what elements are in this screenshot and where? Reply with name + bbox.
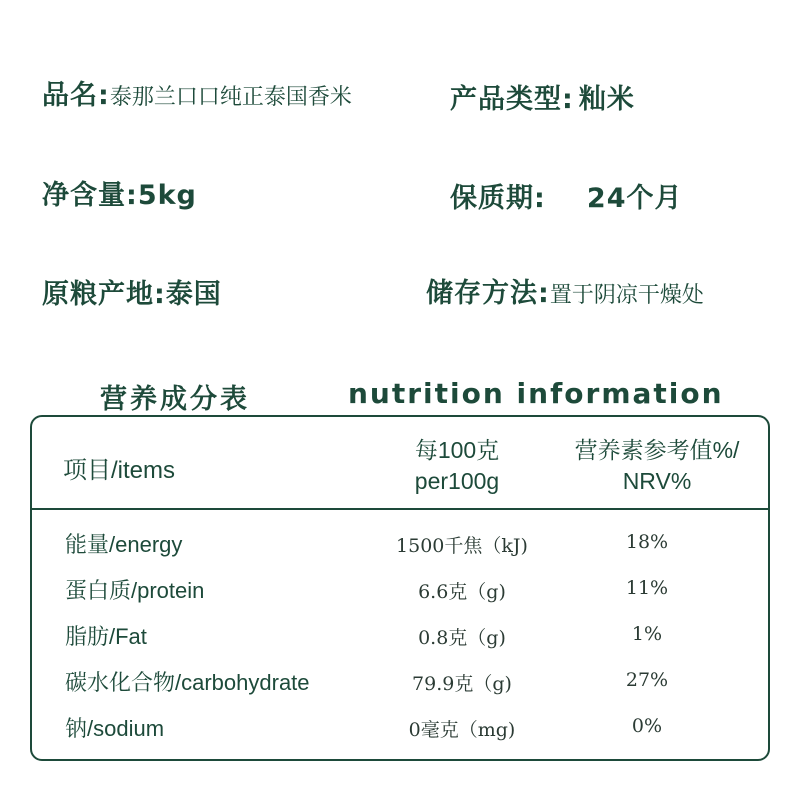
header-item: 项目/items — [63, 457, 176, 484]
origin-field — [42, 281, 222, 308]
shelf-life-value: 24个月 — [586, 183, 683, 214]
net-content-field — [42, 182, 197, 209]
header-amount-cn: 每100克 — [414, 437, 500, 463]
row-amount: 1500千焦（kJ) — [396, 535, 528, 557]
header-divider — [32, 508, 768, 510]
storage-label: 储存方法: — [426, 278, 550, 309]
net-content-label: 净含量: — [42, 180, 138, 211]
nutrition-title-en: nutrition information — [348, 377, 724, 410]
table-row — [32, 666, 768, 696]
row-name: 脂肪/Fat — [65, 624, 147, 649]
header-nrv-cn: 营养素参考值%/ — [574, 437, 740, 463]
table-row — [32, 712, 768, 742]
row-name: 碳水化合物/carbohydrate — [65, 670, 310, 695]
product-name-label: 品名: — [42, 80, 110, 111]
table-row — [32, 574, 768, 604]
header-nrv-en: NRV% — [622, 468, 692, 495]
row-nrv: 0% — [631, 715, 663, 737]
header-amount — [392, 435, 522, 497]
row-amount: 0.8克（g) — [418, 627, 506, 649]
header-nrv — [567, 435, 747, 497]
table-row — [32, 620, 768, 650]
row-nrv: 18% — [625, 531, 669, 553]
shelf-life-field — [450, 185, 682, 212]
origin-label: 原粮产地: — [42, 279, 166, 310]
net-content-value: 5kg — [137, 180, 197, 211]
row-name: 蛋白质/protein — [65, 578, 205, 603]
product-name-value: 泰那兰口口纯正泰国香米 — [109, 85, 352, 110]
table-row — [32, 528, 768, 558]
row-name: 钠/sodium — [65, 716, 165, 741]
shelf-life-label: 保质期: — [450, 183, 546, 214]
nutrition-title-cn: 营养成分表 — [100, 384, 250, 415]
product-type-label: 产品类型: — [450, 84, 574, 115]
product-type-field — [450, 86, 635, 113]
row-amount: 6.6克（g) — [418, 581, 506, 603]
row-nrv: 11% — [625, 577, 669, 599]
row-nrv: 27% — [625, 669, 669, 691]
origin-value: 泰国 — [165, 279, 222, 310]
storage-field — [426, 280, 704, 307]
product-name-field — [42, 82, 352, 109]
nutrition-table — [30, 415, 770, 761]
row-amount: 79.9克（g) — [412, 673, 512, 695]
storage-value: 置于阴凉干燥处 — [549, 283, 704, 308]
row-name: 能量/energy — [65, 532, 183, 557]
row-amount: 0毫克（mg) — [408, 719, 516, 741]
row-nrv: 1% — [631, 623, 663, 645]
product-type-value: 籼米 — [578, 84, 635, 115]
header-amount-en: per100g — [414, 468, 500, 495]
